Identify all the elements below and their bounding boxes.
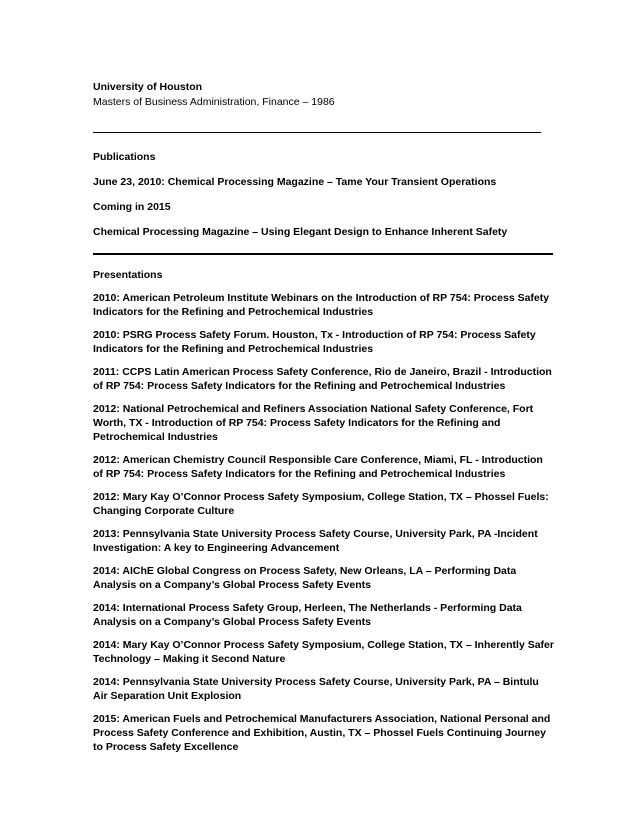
publication-item: Chemical Processing Magazine – Using Elegant Design to Enhance Inherent Safety [93, 226, 508, 238]
presentation-item: 2013: Pennsylvania State University Process Safety Course, University Park, PA -Incident Investigation: A key to Engineering Advancement [93, 528, 538, 554]
presentation-item: 2011: CCPS Latin American Process Safety Conference, Rio de Janeiro, Brazil - Introduction of RP 754: Process Safety Indicators for the Refining and Petrochemical Industries [93, 366, 552, 392]
publication-item: Coming in 2015 [93, 201, 171, 213]
section-divider-thick [93, 253, 553, 255]
education-school: University of Houston [93, 81, 203, 93]
publications-heading: Publications [93, 151, 156, 163]
presentation-item: 2012: National Petrochemical and Refiners Association National Safety Conference, Fort Worth, TX - Introduction of RP 754: Process Safety Indicators for the Refining and Petrochemical Industries [93, 403, 534, 443]
publications-section [93, 150, 563, 239]
publication-item: June 23, 2010: Chemical Processing Magazine – Tame Your Transient Operations [93, 176, 497, 188]
presentation-item: 2014: International Process Safety Group, Herleen, The Netherlands - Performing Data Analysis on a Company’s Global Process Safety Events [93, 602, 522, 628]
presentation-item: 2014: Pennsylvania State University Process Safety Course, University Park, PA – Bintulu Air Separation Unit Explosion [93, 676, 539, 702]
presentation-item: 2010: PSRG Process Safety Forum. Houston, Tx - Introduction of RP 754: Process Safety Indicators for the Refining and Petrochemical Industries [93, 329, 536, 355]
presentation-item: 2015: American Fuels and Petrochemical Manufacturers Association, National Personal and Process Safety Conference and Exhibition, Austin, TX – Phossel Fuels Continuing Journey to Process Safety Excellence [93, 713, 551, 753]
document-page [93, 80, 563, 754]
presentations-section [93, 268, 563, 754]
section-divider-thin [93, 132, 541, 133]
presentation-item: 2010: American Petroleum Institute Webinars on the Introduction of RP 754: Process Safety Indicators for the Refining and Petrochemical Industries [93, 292, 550, 318]
presentation-item: 2014: Mary Kay O’Connor Process Safety Symposium, College Station, TX – Inherently Safer Technology – Making it Second Nature [93, 639, 554, 665]
presentation-item: 2014: AIChE Global Congress on Process Safety, New Orleans, LA – Performing Data Analysis on a Company’s Global Process Safety Events [93, 565, 517, 591]
presentations-heading: Presentations [93, 269, 163, 281]
presentation-item: 2012: American Chemistry Council Responsible Care Conference, Miami, FL - Introduction of RP 754: Process Safety Indicators for the Refining and Petrochemical Industries [93, 454, 543, 480]
presentation-item: 2012: Mary Kay O’Connor Process Safety Symposium, College Station, TX – Phossel Fuels: Changing Corporate Culture [93, 491, 549, 517]
education-degree: Masters of Business Administration, Finance – 1986 [93, 96, 335, 108]
